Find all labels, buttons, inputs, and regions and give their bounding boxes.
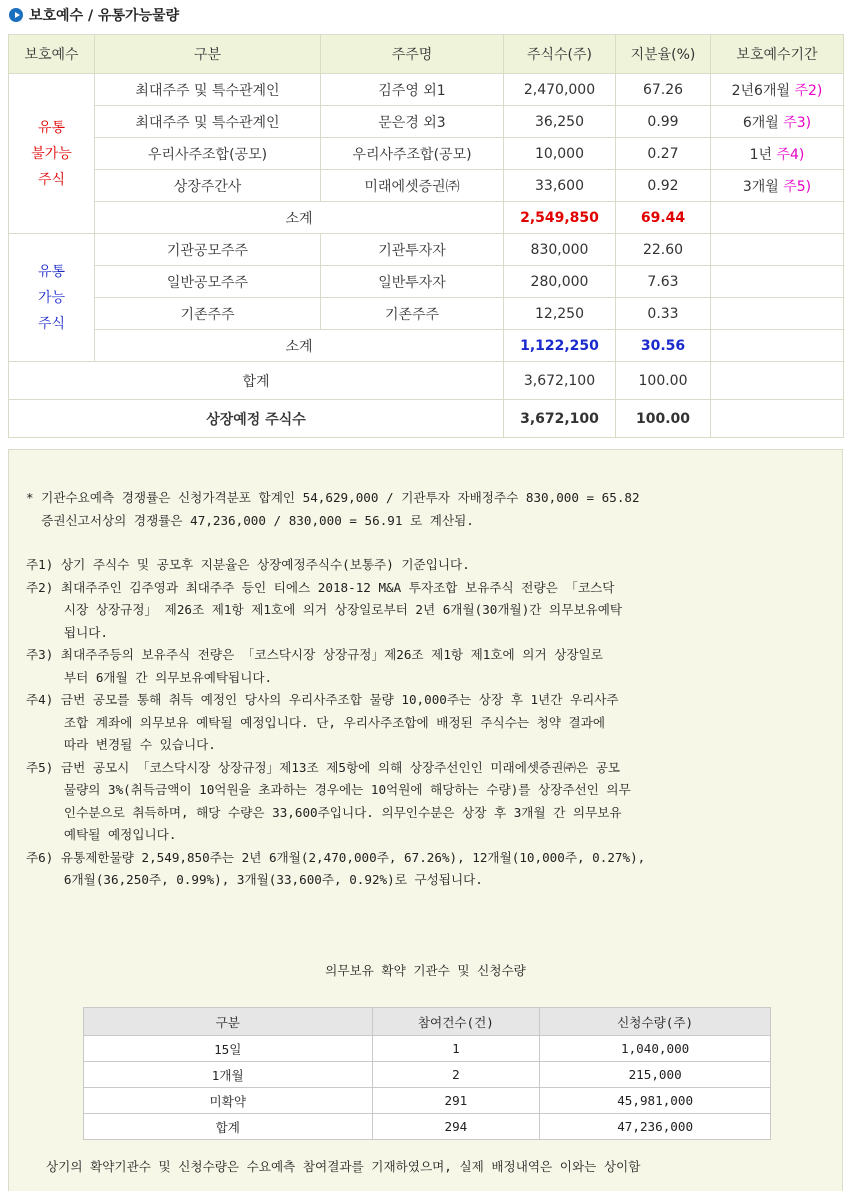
col-header: 주식수(주) (504, 35, 616, 74)
ratio-cell: 0.92 (616, 170, 711, 202)
note-ref: 주3) (783, 114, 812, 131)
type-cell: 일반공모주주 (95, 266, 321, 298)
listing-shares: 3,672,100 (504, 400, 616, 438)
note-ref: 주2) (794, 82, 823, 99)
footnote-line: 됩니다. (26, 624, 108, 640)
col-header: 보호예수 (9, 35, 95, 74)
type-cell: 상장주간사 (95, 170, 321, 202)
table-row (9, 74, 844, 106)
total-ratio: 100.00 (616, 362, 711, 400)
commitment-table (83, 1007, 771, 1140)
listing-label: 상장예정 주식수 (9, 400, 504, 438)
table-row (9, 106, 844, 138)
footnote-line: 예탁될 예정입니다. (26, 827, 177, 842)
footnote-line: 인수분으로 취득하며, 해당 수량은 33,600주입니다. 의무인수분은 상장 후 3개월 간 의무보유 (26, 804, 622, 820)
holder-cell: 문은경 외3 (321, 106, 504, 138)
note-ref: 주5) (783, 178, 812, 195)
footnote-line: 시장 상장규정」 제26조 제1항 제1호에 의거 상장일로부터 2년 6개월(30개월)간 의무보유예탁 (26, 602, 623, 617)
type-cell: 우리사주조합(공모) (95, 138, 321, 170)
section-title: 보호예수 / 유통가능물량 (29, 8, 180, 24)
ratio-cell: 7.63 (616, 266, 711, 298)
shares-cell: 12,250 (504, 298, 616, 330)
holder-cell: 기존주주 (321, 298, 504, 330)
ratio-cell: 67.26 (616, 74, 711, 106)
ratio-cell: 0.27 (616, 138, 711, 170)
ratio-cell: 0.99 (616, 106, 711, 138)
footnote-list (26, 554, 645, 892)
footnote-line: 주5) 금번 공모시 「코스닥시장 상장규정」제13조 제5항에 의해 상장주선인인 미래에셋증권㈜은 공모 (26, 759, 621, 775)
subtotal-row (9, 330, 844, 362)
type-cell: 기관공모주주 (95, 234, 321, 266)
shares-cell: 36,250 (504, 106, 616, 138)
footnote-line: 주6) 유통제한물량 2,549,850주는 2년 6개월(2,470,000주, 67.26%), 12개월(10,000주, 0.27%), (26, 849, 646, 865)
total-row (9, 362, 844, 400)
total-shares: 3,672,100 (504, 362, 616, 400)
col-header: 보호예수기간 (711, 35, 844, 74)
listing-row (9, 400, 844, 438)
type-cell: 최대주주 및 특수관계인 (95, 74, 321, 106)
group-label-tradable: 유통 가능 주식 (9, 234, 95, 362)
footnote-line: 주2) 최대주주인 김주영과 최대주주 등인 티에스 2018-12 M&A 투자조합 보유주식 전량은 「코스닥 (26, 579, 615, 595)
arrow-circle-icon (9, 8, 23, 22)
footnote-line: 주1) 상기 주식수 및 공모후 지분율은 상장예정주식수(보통주) 기준입니다. (26, 557, 470, 572)
lockup-table (8, 34, 844, 438)
subtotal-row (9, 202, 844, 234)
footnote-line: 6개월(36,250주, 0.99%), 3개월(33,600주, 0.92%)로 구성됩니다. (26, 872, 483, 887)
footnote-line: 주4) 금번 공모를 통해 취득 예정인 당사의 우리사주조합 물량 10,000주는 상장 후 1년간 우리사주 (26, 692, 619, 707)
col-header: 신청수량(주) (540, 1008, 771, 1036)
holder-cell: 미래에셋증권㈜ (321, 170, 504, 202)
table-row (9, 138, 844, 170)
shares-cell: 10,000 (504, 138, 616, 170)
footnote-line: 조합 계좌에 의무보유 예탁될 예정입니다. 단, 우리사주조합에 배정된 주식수는 청약 결과에 (26, 714, 606, 730)
subtable-title: 의무보유 확약 기관수 및 신청수량 (325, 963, 526, 978)
total-label: 합계 (9, 362, 504, 400)
table-row (9, 234, 844, 266)
note-ref: 주4) (776, 146, 805, 163)
holder-cell: 김주영 외1 (321, 74, 504, 106)
subtotal-ratio: 30.56 (616, 330, 711, 362)
table-row: 15일 1 1,040,000 (84, 1036, 771, 1062)
table-row: 합계 294 47,236,000 (84, 1114, 771, 1140)
section-header (0, 0, 850, 30)
period-cell: 6개월 주3) (711, 106, 844, 138)
subtotal-shares: 2,549,850 (504, 202, 616, 234)
subtotal-ratio: 69.44 (616, 202, 711, 234)
footnote-line: 따라 변경될 수 있습니다. (26, 737, 216, 752)
footnote-line: 물량의 3%(취득금액이 10억원을 초과하는 경우에는 10억원에 해당하는 수량)를 상장주선인 의무 (26, 782, 631, 797)
ratio-cell: 0.33 (616, 298, 711, 330)
listing-ratio: 100.00 (616, 400, 711, 438)
type-cell: 기존주주 (95, 298, 321, 330)
holder-cell: 일반투자자 (321, 266, 504, 298)
type-cell: 최대주주 및 특수관계인 (95, 106, 321, 138)
period-cell: 3개월 주5) (711, 170, 844, 202)
footer-note: 상기의 확약기관수 및 신청수량은 수요예측 참여결과를 기재하였으며, 실제 배정내역은 이와는 상이함 (46, 1159, 641, 1174)
group-label-restricted: 유통 불가능 주식 (9, 74, 95, 234)
table-header-row (9, 35, 844, 74)
col-header: 참여건수(건) (372, 1008, 540, 1036)
table-header-row (84, 1008, 771, 1036)
notes-panel (8, 449, 843, 1191)
col-header: 지분율(%) (616, 35, 711, 74)
table-row (9, 298, 844, 330)
table-row: 미확약 291 45,981,000 (84, 1088, 771, 1114)
shares-cell: 33,600 (504, 170, 616, 202)
footnote-line: 주3) 최대주주등의 보유주식 전량은 「코스닥시장 상장규정」제26조 제1항 제1호에 의거 상장일로 (26, 647, 603, 662)
subtotal-label: 소계 (95, 202, 504, 234)
ratio-cell: 22.60 (616, 234, 711, 266)
footnote-line: 부터 6개월 간 의무보유예탁됩니다. (26, 669, 273, 685)
table-row (9, 170, 844, 202)
period-cell: 1년 주4) (711, 138, 844, 170)
subtotal-shares: 1,122,250 (504, 330, 616, 362)
shares-cell: 830,000 (504, 234, 616, 266)
subtotal-label: 소계 (95, 330, 504, 362)
table-row (9, 266, 844, 298)
competition-note: * 기관수요예측 경쟁률은 신청가격분포 합계인 54,629,000 / 기관투자 자배정주수 830,000 = 65.82 증권신고서상의 경쟁률은 47,236,000 / 830,000 = 56.91 로 계산됨. (26, 490, 640, 528)
holder-cell: 우리사주조합(공모) (321, 138, 504, 170)
holder-cell: 기관투자자 (321, 234, 504, 266)
col-header: 주주명 (321, 35, 504, 74)
col-header: 구분 (84, 1008, 373, 1036)
period-cell: 2년6개월 주2) (711, 74, 844, 106)
shares-cell: 2,470,000 (504, 74, 616, 106)
table-row: 1개월 2 215,000 (84, 1062, 771, 1088)
col-header: 구분 (95, 35, 321, 74)
shares-cell: 280,000 (504, 266, 616, 298)
